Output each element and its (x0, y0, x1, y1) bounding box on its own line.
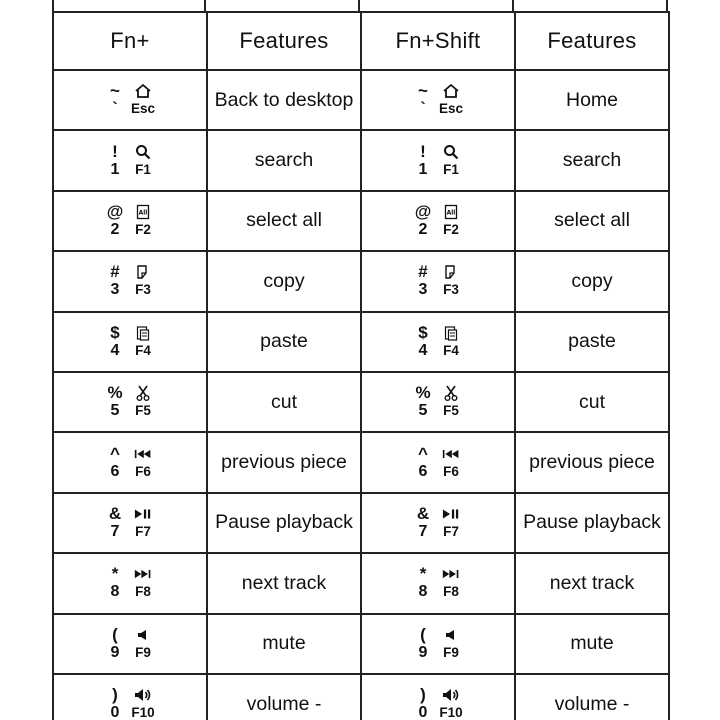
key-shift-symbol: ) (420, 685, 426, 705)
shortcut-table (52, 11, 670, 720)
volume-down-icon (134, 687, 152, 703)
home-icon (442, 83, 460, 99)
paste-icon (134, 325, 152, 341)
key-number: 4 (110, 341, 120, 359)
key-number: 6 (110, 462, 120, 480)
key-number: 7 (418, 522, 428, 540)
key-number: 6 (418, 462, 428, 480)
keycap (102, 505, 158, 541)
fn-feature-cell (207, 553, 361, 613)
scissors-icon (442, 385, 460, 401)
fn-shift-feature-cell (515, 251, 669, 311)
key-shift-symbol: & (416, 503, 430, 523)
keycap (102, 626, 158, 662)
table-row (53, 614, 669, 674)
key-number: 0 (110, 704, 120, 720)
fn-key-cell (53, 674, 207, 720)
key-shift-symbol: $ (418, 322, 428, 342)
fn-shift-feature-cell (515, 614, 669, 674)
table-row (53, 312, 669, 372)
fn-shift-feature: search (562, 149, 622, 172)
key-shift-symbol: ! (112, 141, 118, 161)
fn-shift-key-cell (361, 432, 515, 492)
table-row (53, 130, 669, 190)
fn-shift-key-cell (361, 70, 515, 130)
svg-text:All: All (446, 209, 456, 217)
fn-shift-feature: Pause playback (523, 511, 661, 534)
key-shift-symbol: % (107, 383, 123, 403)
fn-shift-feature: volume - (554, 692, 630, 715)
fn-feature-cell (207, 130, 361, 190)
fn-shift-feature: cut (578, 390, 605, 413)
header-features-label: Features (239, 28, 329, 53)
key-number: 7 (110, 522, 120, 540)
key-function-label: F8 (443, 584, 459, 600)
fn-feature: next track (241, 571, 327, 594)
fn-shift-key-cell (361, 493, 515, 553)
fn-shift-feature: Home (565, 88, 619, 111)
key-shift-symbol: ( (112, 624, 118, 644)
fn-feature: previous piece (221, 451, 347, 474)
fn-shift-key-cell (361, 130, 515, 190)
fn-key-cell (53, 312, 207, 372)
key-shift-symbol: ) (112, 685, 118, 705)
fn-feature: copy (263, 269, 305, 292)
key-shift-symbol: * (419, 564, 427, 584)
header-fn-shift-label: Fn+Shift (395, 28, 481, 53)
paste-icon (442, 325, 460, 341)
table-header-row (53, 12, 669, 70)
key-function-label: F1 (135, 161, 151, 177)
fn-key-cell (53, 614, 207, 674)
mute-icon (134, 627, 152, 643)
key-function-label: F5 (443, 403, 459, 419)
fn-shift-key-cell (361, 251, 515, 311)
key-function-label: F2 (135, 221, 151, 237)
key-shift-symbol: $ (110, 322, 120, 342)
mute-icon (442, 627, 460, 643)
key-number: 8 (110, 583, 120, 601)
key-function-label: F7 (443, 523, 459, 539)
key-function-label: F10 (131, 705, 155, 720)
table-row (53, 493, 669, 553)
copy-icon (134, 264, 152, 280)
table-row (53, 432, 669, 492)
fn-shift-key-cell (361, 312, 515, 372)
key-shift-symbol: ~ (110, 81, 120, 101)
fn-shift-feature: next track (549, 571, 635, 594)
keycap (102, 384, 158, 420)
fn-feature: paste (260, 330, 308, 353)
table-row (53, 553, 669, 613)
keycap (410, 263, 466, 299)
header-fn (53, 12, 207, 70)
fn-shift-feature-cell (515, 130, 669, 190)
keycap (102, 82, 158, 118)
select-all-icon (134, 204, 152, 220)
key-shift-symbol: & (108, 503, 122, 523)
key-number: ` (112, 100, 118, 118)
key-number: 3 (110, 281, 120, 299)
table-row (53, 372, 669, 432)
fn-shift-key-cell (361, 553, 515, 613)
home-icon (134, 83, 152, 99)
fn-shift-key-cell (361, 614, 515, 674)
header-features-shift (515, 12, 669, 70)
fn-feature-cell (207, 70, 361, 130)
key-number: 8 (418, 583, 428, 601)
key-function-label: F4 (135, 342, 151, 358)
keycap (102, 263, 158, 299)
key-number: 9 (418, 643, 428, 661)
next-track-icon (134, 566, 152, 582)
keycap (102, 324, 158, 360)
table-row (53, 674, 669, 720)
key-function-label: F6 (443, 463, 459, 479)
svg-text:All: All (138, 209, 148, 217)
fn-key-cell (53, 493, 207, 553)
fn-shift-key-cell (361, 372, 515, 432)
key-function-label: F10 (439, 705, 463, 720)
fn-feature: mute (262, 632, 306, 655)
table-row (53, 191, 669, 251)
keycap (410, 626, 466, 662)
header-fn-label: Fn+ (110, 28, 150, 53)
keycap (410, 445, 466, 481)
keycap (410, 203, 466, 239)
key-number: 2 (418, 220, 428, 238)
fn-key-cell (53, 130, 207, 190)
fn-feature-cell (207, 372, 361, 432)
key-function-label: F2 (443, 221, 459, 237)
key-function-label: F3 (443, 282, 459, 298)
fn-key-cell (53, 372, 207, 432)
key-function-label: F1 (443, 161, 459, 177)
fn-feature-cell (207, 674, 361, 720)
keycap (410, 82, 466, 118)
keycap (102, 565, 158, 601)
key-shift-symbol: # (110, 262, 120, 282)
search-icon (442, 144, 460, 160)
keycap (102, 686, 158, 720)
fn-shift-feature: paste (568, 330, 616, 353)
key-shift-symbol: ( (420, 624, 426, 644)
next-track-icon (442, 566, 460, 582)
table-row (53, 70, 669, 130)
key-number: 5 (418, 402, 428, 420)
fn-feature: Back to desktop (214, 88, 354, 111)
key-function-label: F5 (135, 403, 151, 419)
fn-shift-feature-cell (515, 191, 669, 251)
play-pause-icon (442, 506, 460, 522)
fn-shift-feature-cell (515, 553, 669, 613)
fn-shift-feature-cell (515, 674, 669, 720)
key-function-label: F6 (135, 463, 151, 479)
fn-shift-feature: select all (554, 209, 630, 232)
key-function-label: F8 (135, 584, 151, 600)
keycap (102, 445, 158, 481)
key-number: 1 (110, 160, 120, 178)
fn-key-cell (53, 70, 207, 130)
fn-feature: cut (270, 390, 297, 413)
fn-shift-feature: copy (571, 269, 613, 292)
key-number: 2 (110, 220, 120, 238)
keycap (410, 505, 466, 541)
header-features (207, 12, 361, 70)
fn-feature-cell (207, 614, 361, 674)
key-function-label: F3 (135, 282, 151, 298)
play-pause-icon (134, 506, 152, 522)
fn-shift-key-cell (361, 674, 515, 720)
key-function-label: F9 (443, 644, 459, 660)
fn-feature: volume - (246, 692, 322, 715)
key-number: 5 (110, 402, 120, 420)
fn-shift-feature: previous piece (529, 451, 655, 474)
scissors-icon (134, 385, 152, 401)
key-shift-symbol: ! (420, 141, 426, 161)
search-icon (134, 144, 152, 160)
fn-shift-feature-cell (515, 312, 669, 372)
header-features-shift-label: Features (547, 28, 637, 53)
copy-icon (442, 264, 460, 280)
keycap (410, 686, 466, 720)
fn-shift-feature-cell (515, 70, 669, 130)
fn-key-cell (53, 432, 207, 492)
fn-feature-cell (207, 312, 361, 372)
key-function-label: Esc (438, 101, 464, 117)
key-function-label: Esc (130, 101, 156, 117)
keycap (410, 384, 466, 420)
keycap (102, 203, 158, 239)
key-number: 9 (110, 643, 120, 661)
fn-shift-key-cell (361, 191, 515, 251)
key-shift-symbol: * (111, 564, 119, 584)
fn-shift-feature-cell (515, 372, 669, 432)
fn-feature-cell (207, 493, 361, 553)
fn-shift-feature-cell (515, 493, 669, 553)
fn-key-cell (53, 191, 207, 251)
key-shift-symbol: ~ (418, 81, 428, 101)
key-function-label: F9 (135, 644, 151, 660)
key-number: 3 (418, 281, 428, 299)
keycap (410, 565, 466, 601)
key-number: 0 (418, 704, 428, 720)
header-fn-shift (361, 12, 515, 70)
key-function-label: F7 (135, 523, 151, 539)
fn-feature: Pause playback (215, 511, 353, 534)
keycap (102, 143, 158, 179)
fn-key-cell (53, 251, 207, 311)
previous-track-icon (442, 446, 460, 462)
key-shift-symbol: % (415, 383, 431, 403)
fn-feature-cell (207, 251, 361, 311)
fn-feature-cell (207, 432, 361, 492)
fn-shift-feature-cell (515, 432, 669, 492)
key-shift-symbol: ^ (110, 443, 120, 463)
keycap (410, 143, 466, 179)
fn-key-cell (53, 553, 207, 613)
previous-track-icon (134, 446, 152, 462)
volume-down-icon (442, 687, 460, 703)
fn-shift-feature: mute (570, 632, 614, 655)
key-number: 4 (418, 341, 428, 359)
keycap (410, 324, 466, 360)
table-row (53, 251, 669, 311)
key-shift-symbol: # (418, 262, 428, 282)
key-shift-symbol: ^ (418, 443, 428, 463)
key-number: ` (420, 100, 426, 118)
fn-feature-cell (207, 191, 361, 251)
select-all-icon (442, 204, 460, 220)
fn-feature: search (254, 149, 314, 172)
key-shift-symbol: @ (106, 201, 124, 221)
key-shift-symbol: @ (414, 201, 432, 221)
key-number: 1 (418, 160, 428, 178)
fn-feature: select all (246, 209, 322, 232)
key-function-label: F4 (443, 342, 459, 358)
